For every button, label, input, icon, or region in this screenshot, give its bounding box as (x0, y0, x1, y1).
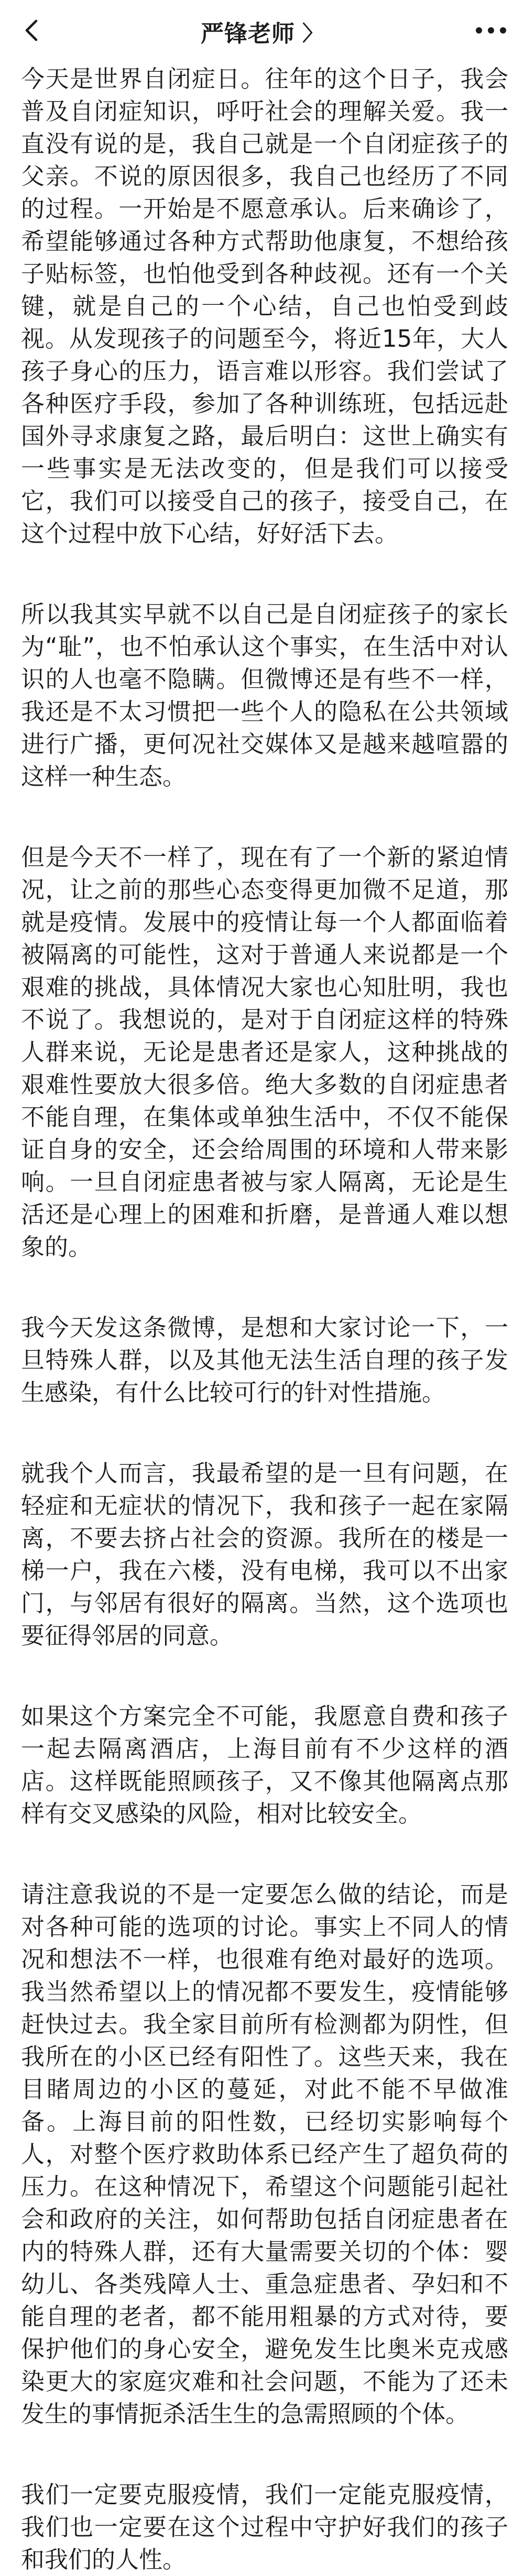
paragraph-3: 但是今天不一样了，现在有了一个新的紧迫情况，让之前的那些心态变得更加微不足道，那就是疫情。发展中的疫情让每一个人都面临着被隔离的可能性，这对于普通人来说都是一个艰难的挑战，具体情况大家也心知肚明，我也不说了。我想说的，是对于自闭症这样的特殊人群来说，无论是患者还是家人，这种挑战的艰难性要放大很多倍。绝大多数的自闭症患者不能自理，在集体或单独生活中，不仅不能保证自身的安全，还会给周围的环境和人带来影响。一旦自闭症患者被与家人隔离，无论是生活还是心理上的困难和折磨，是普通人难以想象的。 (21, 843, 508, 1261)
paragraph-5: 就我个人而言，我最希望的是一旦有问题，在轻症和无症状的情况下，我和孩子一起在家隔离，不要去挤占社会的资源。我所在的楼是一梯一户，我在六楼，没有电梯，我可以不出家门，与邻居有很好的隔离。当然，这个选项也要征得邻居的同意。 (21, 1459, 508, 1649)
paragraph-4: 我今天发这条微博，是想和大家讨论一下，一旦特殊人群，以及其他无法生活自理的孩子发生感染，有什么比较可行的针对性措施。 (21, 1314, 508, 1406)
post-body (21, 63, 508, 2576)
more-dots-icon (475, 26, 507, 37)
account-title[interactable] (0, 12, 524, 51)
chevron-right-icon: 〉 (302, 21, 323, 46)
paragraph-6: 如果这个方案完全不可能，我愿意自费和孩子一起去隔离酒店，上海目前有不少这样的酒店。这样既能照顾孩子，又不像其他隔离点那样有交叉感染的风险，相对比较安全。 (21, 1702, 508, 1828)
paragraph-1: 今天是世界自闭症日。往年的这个日子，我会普及自闭症知识，呼吁社会的理解关爱。我一直没有说的是，我自己就是一个自闭症孩子的父亲。不说的原因很多，我自己也经历了不同的过程。一开始是不愿意承认。后来确诊了，希望能够通过各种方式帮助他康复，不想给孩子贴标签，也怕他受到各种歧视。还有一个关键，就是自己的一个心结，自己也怕受到歧视。从发现孩子的问题至今，将近15年，大人孩子身心的压力，语言难以形容。我们尝试了各种医疗手段，参加了各种训练班，包括远赴国外寻求康复之路，最后明白：这世上确实有一些事实是无法改变的，但是我们可以接受它，我们可以接受自己的孩子，接受自己，在这个过程中放下心结，好好活下去。 (21, 65, 508, 547)
paragraph-8: 我们一定要克服疫情，我们一定能克服疫情，我们也一定要在这个过程中守护好我们的孩子和我们的人性。 (21, 2481, 508, 2573)
paragraph-7: 请注意我说的不是一定要怎么做的结论，而是对各种可能的选项的讨论。事实上不同人的情况和想法不一样，也很难有绝对最好的选项。我当然希望以上的情况都不要发生，疫情能够赶快过去。我全家目前所有检测都为阴性，但我所在的小区已经有阳性了。这些天来，我在目睹周边的小区的蔓延，对此不能不早做准备。上海目前的阳性数，已经切实影响每个人，对整个医疗救助体系已经产生了超负荷的压力。在这种情况下，希望这个问题能引起社会和政府的关注，如何帮助包括自闭症患者在内的特殊人群，还有大量需要关切的个体：婴幼儿、各类残障人士、重急症患者、孕妇和不能自理的老者，都不能用粗暴的方式对待，要保护他们的身心安全，避免发生比奥米克戎感染更大的家庭灾难和社会问题，不能为了还未发生的事情扼杀活生生的急需照顾的个体。 (21, 1880, 508, 2428)
paragraph-2: 所以我其实早就不以自己是自闭症孩子的家长为“耻”，也不怕承认这个事实，在生活中对认识的人也毫不隐瞒。但微博还是有些不一样，我还是不太习惯把一些个人的隐私在公共领域进行广播，更何况社交媒体又是越来越喧嚣的这样一种生态。 (21, 600, 508, 790)
top-navigation-bar (0, 0, 524, 63)
page-title[interactable]: 严锋老师 (201, 20, 295, 47)
more-options-button[interactable] (473, 16, 509, 47)
